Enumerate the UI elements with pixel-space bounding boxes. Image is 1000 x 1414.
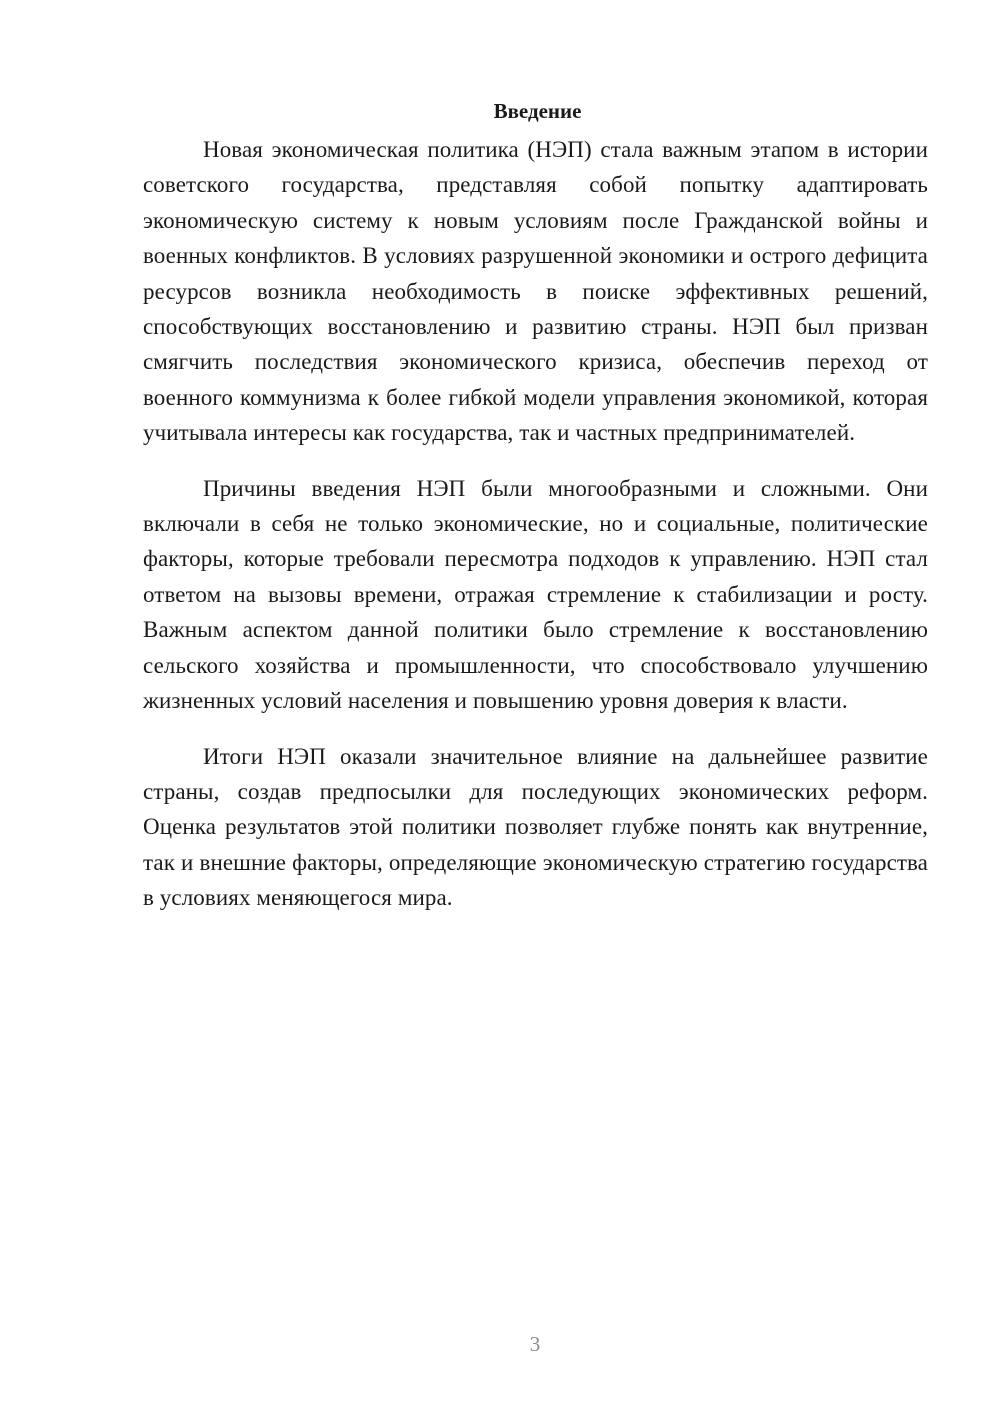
document-body xyxy=(143,93,928,936)
paragraph-intro: Новая экономическая политика (НЭП) стала важным этапом в истории советского государства, представляя собой попытку адаптировать экономическую систему к новым условиям после Гражданской войны и военных конфликтов. В условиях разрушенной экономики и острого дефицита ресурсов возникла необходимость в поиске эффективных решений, способствующих восстановлению и развитию страны. НЭП был призван смягчить последствия экономического кризиса, обеспечив переход от военного коммунизма к более гибкой модели управления экономикой, которая учитывала интересы как государства, так и частных предпринимателей. xyxy=(143,137,928,446)
section-heading: Введение xyxy=(493,99,582,123)
paragraph-causes: Причины введения НЭП были многообразными и сложными. Они включали в себя не только экономические, но и социальные, политические факторы, которые требовали пересмотра подходов к управлению. НЭП стал ответом на вызовы времени, отражая стремление к стабилизации и росту. Важным аспектом данной политики было стремление к восстановлению сельского хозяйства и промышленности, что способствовало улучшению жизненных условий населения и повышению уровня доверия к власти. xyxy=(143,475,928,714)
page-number: 3 xyxy=(529,1332,541,1356)
paragraph-results: Итоги НЭП оказали значительное влияние на дальнейшее развитие страны, создав предпосылки для последующих экономических реформ. Оценка результатов этой политики позволяет глубже понять как внутренние, так и внешние факторы, определяющие экономическую стратегию государства в условиях меняющегося мира. xyxy=(143,743,928,911)
